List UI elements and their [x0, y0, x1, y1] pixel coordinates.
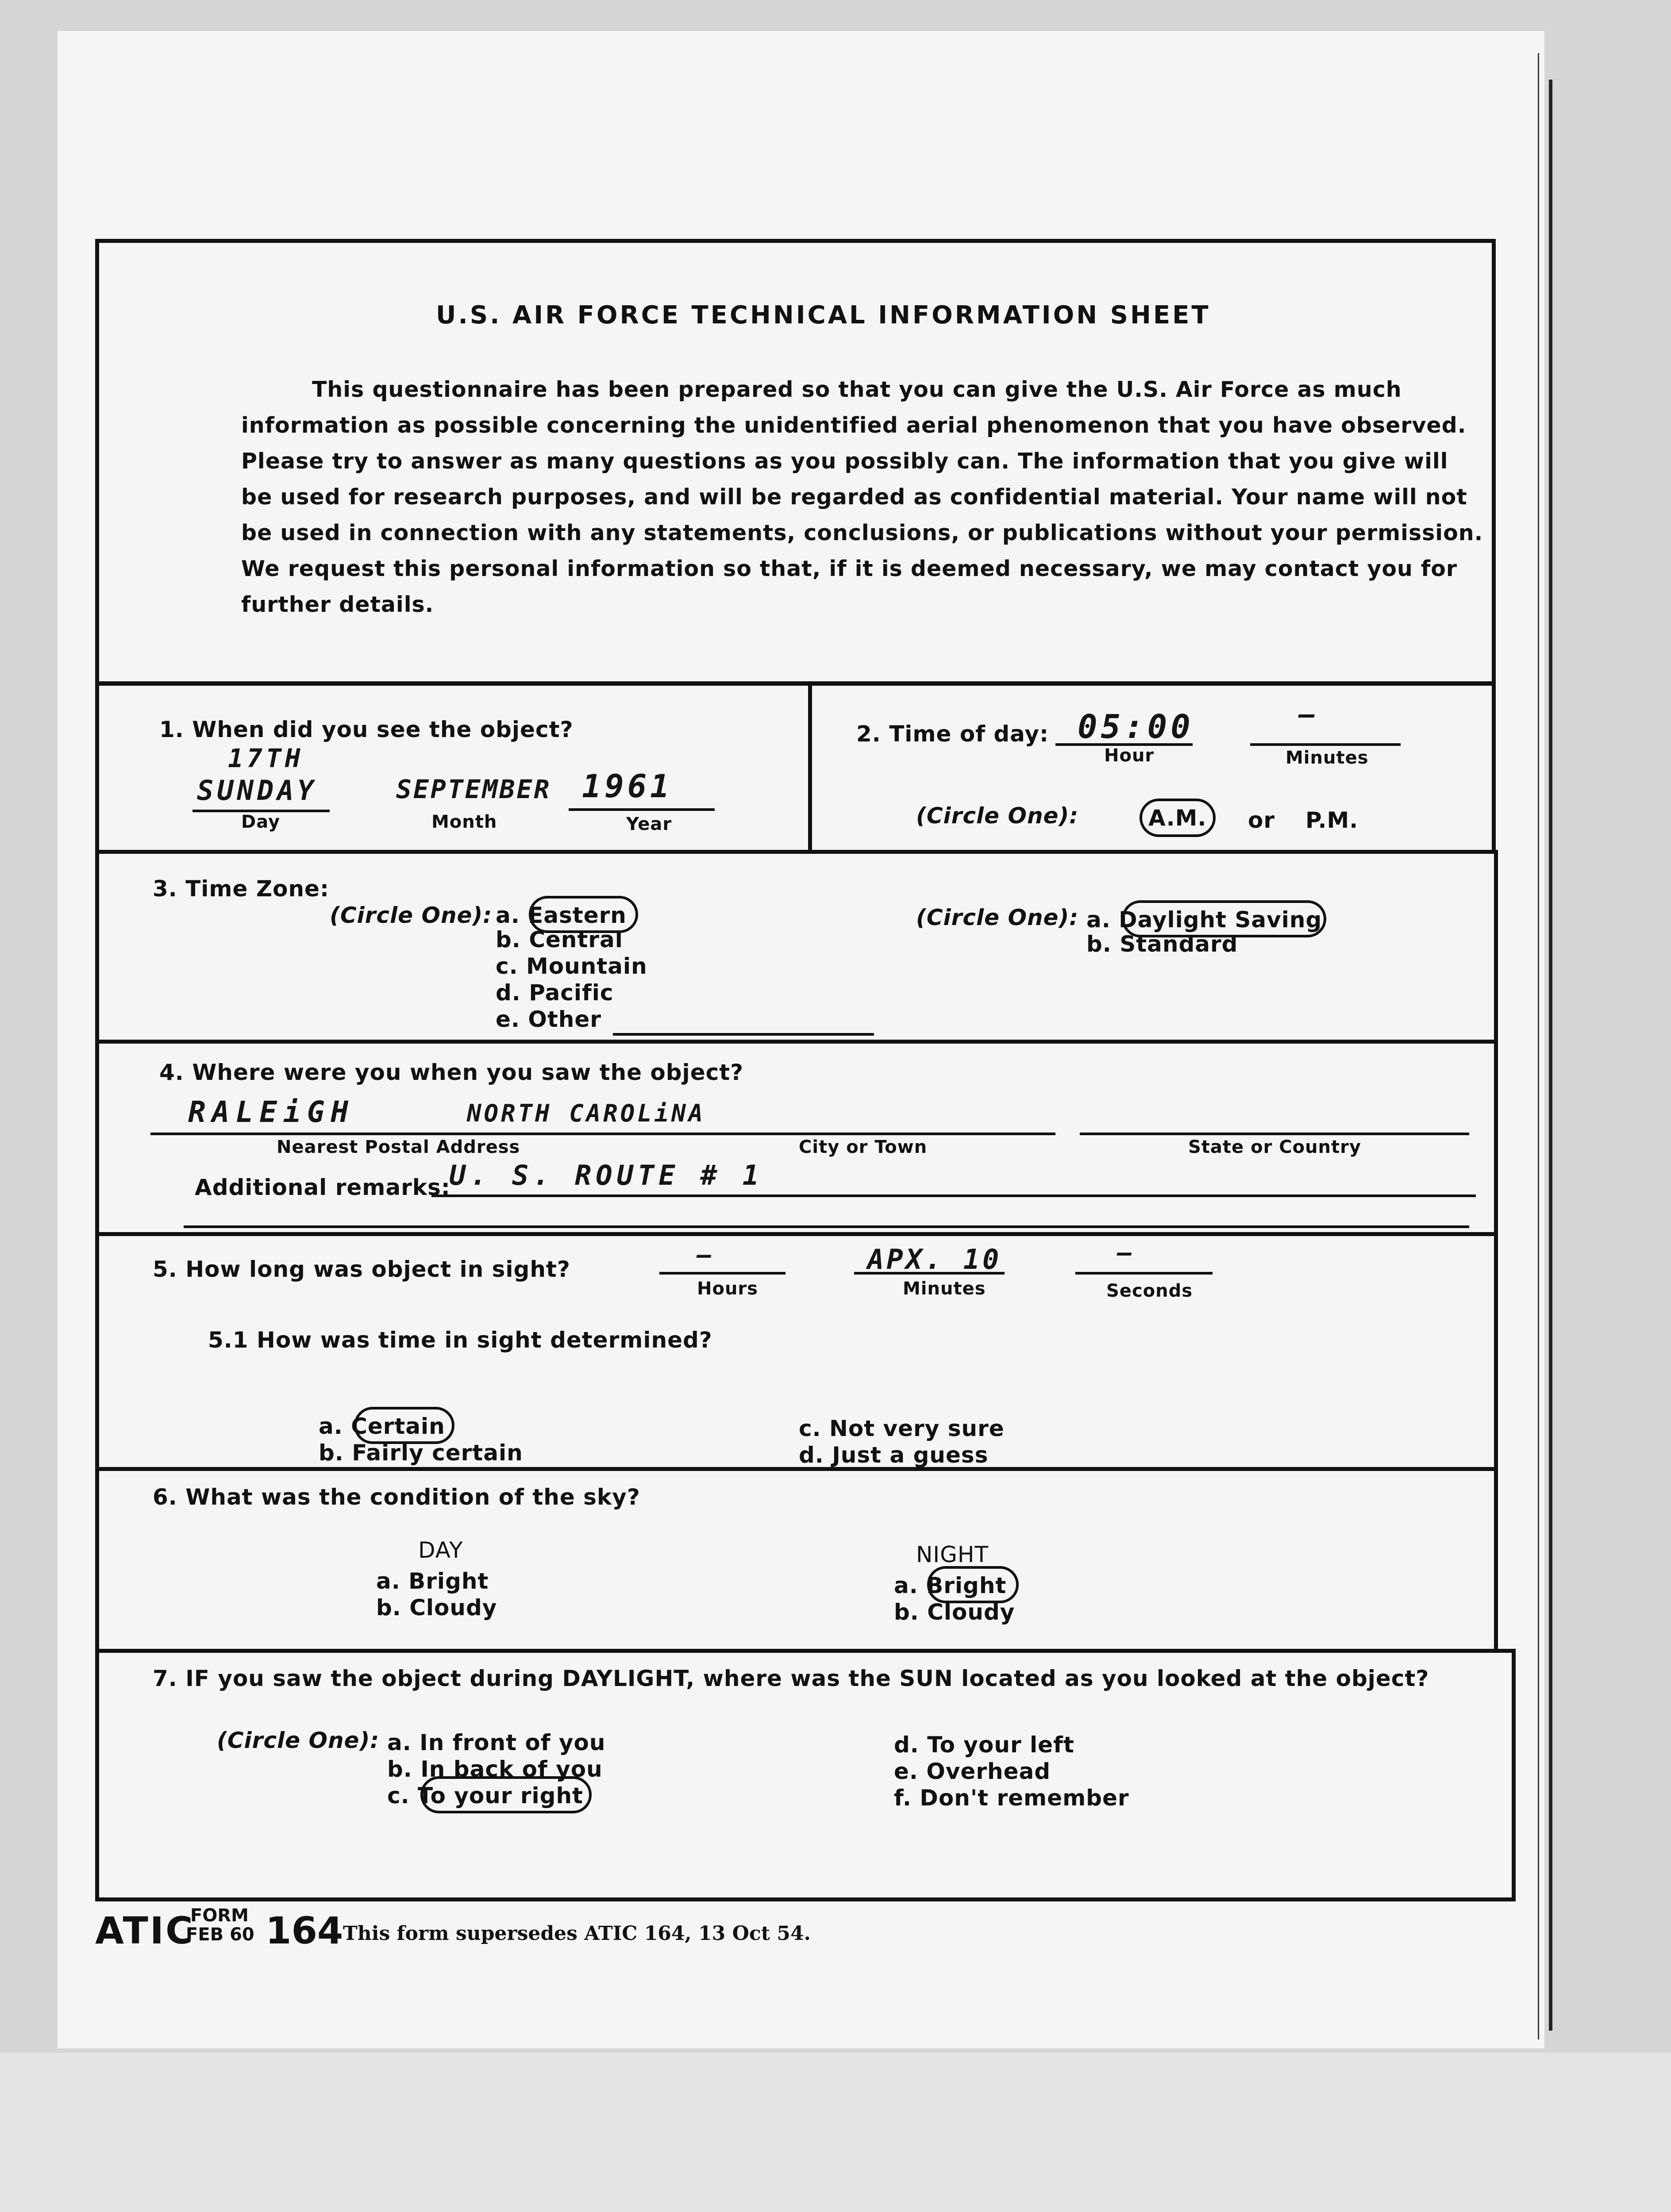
postal-address-value: RALEiGH [188, 1095, 355, 1129]
pm-option[interactable]: P.M. [1305, 807, 1359, 833]
or-text: or [1248, 807, 1275, 833]
just-a-guess-option[interactable]: d. Just a guess [799, 1442, 989, 1468]
remarks-underline [431, 1194, 1476, 1197]
postal-underline [150, 1133, 648, 1135]
form-number: 164 [266, 1909, 343, 1952]
zone-eastern[interactable]: a. Eastern [496, 902, 627, 928]
am-selected-circle [1140, 799, 1216, 837]
question-5-1-label: 5.1 How was time in sight determined? [208, 1327, 712, 1353]
zone-other[interactable]: e. Other [496, 1006, 601, 1032]
zone-pacific[interactable]: d. Pacific [496, 980, 614, 1006]
atic-label: ATIC [95, 1909, 195, 1952]
city-label: City or Town [799, 1137, 928, 1157]
remarks-label: Additional remarks: [195, 1175, 450, 1200]
year-underline [569, 808, 715, 811]
day-number-value: 17TH [228, 743, 304, 773]
state-label: State or Country [1188, 1137, 1361, 1157]
circle-one-label: (Circle One): [916, 803, 1079, 829]
day-label: Day [241, 812, 281, 832]
month-label: Month [431, 812, 497, 832]
zone-central[interactable]: b. Central [496, 927, 623, 952]
question-7-label: 7. IF you saw the object during DAYLIGHT, where was the SUN located as you looked at the object? [153, 1666, 1429, 1691]
question-2-label: 2. Time of day: [856, 721, 1049, 747]
year-label: Year [626, 814, 672, 834]
hour-value: 05:00 [1078, 708, 1194, 746]
intro-line: further details. [241, 592, 434, 617]
question-4-label: 4. Where were you when you saw the object? [159, 1060, 744, 1085]
certain-option[interactable]: a. Certain [319, 1413, 445, 1439]
question-5-label: 5. How long was object in sight? [153, 1256, 570, 1282]
city-value: NORTH CAROLiNA [467, 1099, 706, 1127]
remarks-underline-2 [184, 1225, 1469, 1228]
postal-address-label: Nearest Postal Address [277, 1137, 520, 1157]
zone-mountain[interactable]: c. Mountain [496, 953, 647, 979]
month-value: SEPTEMBER [396, 774, 551, 804]
night-bright-selected-circle [927, 1566, 1019, 1603]
paper-edge-shadow [1549, 80, 1552, 2031]
form-word: FORM [190, 1905, 249, 1926]
circle-one-saving: (Circle One): [916, 905, 1079, 930]
day-bright-option[interactable]: a. Bright [376, 1568, 489, 1594]
daylight-saving-option[interactable]: a. Daylight Saving [1086, 907, 1322, 933]
intro-paragraph [241, 372, 1483, 622]
day-heading: DAY [418, 1537, 463, 1563]
to-your-left-option[interactable]: d. To your left [894, 1732, 1074, 1758]
dont-remember-option[interactable]: f. Don't remember [894, 1785, 1129, 1811]
seconds-value: — [1117, 1239, 1136, 1267]
form-date: FEB 60 [186, 1924, 254, 1945]
question-1-label: 1. When did you see the object? [159, 717, 574, 742]
day-cloudy-option[interactable]: b. Cloudy [376, 1595, 497, 1621]
seconds-label: Seconds [1106, 1281, 1193, 1301]
question-3-label: 3. Time Zone: [153, 876, 329, 902]
in-front-option[interactable]: a. In front of you [387, 1730, 606, 1755]
circle-one-sun: (Circle One): [217, 1728, 380, 1753]
day-value: SUNDAY [197, 774, 317, 806]
other-underline [613, 1033, 874, 1036]
hour-label: Hour [1104, 745, 1155, 766]
year-value: 1961 [582, 768, 673, 805]
night-heading: NIGHT [916, 1542, 989, 1567]
minutes-in-sight-label: Minutes [903, 1279, 986, 1299]
hours-value: — [697, 1241, 715, 1269]
standard-option[interactable]: b. Standard [1086, 931, 1238, 957]
intro-line: be used for research purposes, and will be regarded as confidential material. Your name will not [241, 484, 1467, 510]
hours-underline [659, 1272, 785, 1275]
minutes-label: Minutes [1286, 748, 1369, 768]
supersedes-note: This form supersedes ATIC 164, 13 Oct 54. [343, 1922, 811, 1945]
overhead-option[interactable]: e. Overhead [894, 1759, 1051, 1784]
minutes-value: — [1299, 699, 1319, 730]
certain-selected-circle [354, 1407, 454, 1444]
intro-line: information as possible concerning the unidentified aerial phenomenon that you have observed. [241, 413, 1467, 438]
am-option[interactable]: A.M. [1148, 805, 1207, 831]
intro-line: Please try to answer as many questions as you possibly can. The information that you give will [241, 449, 1448, 474]
in-back-option[interactable]: b. In back of you [387, 1756, 603, 1782]
night-cloudy-option[interactable]: b. Cloudy [894, 1599, 1015, 1625]
minutes-underline [1250, 743, 1401, 746]
scanner-background [0, 2053, 1671, 2212]
state-underline [1080, 1133, 1469, 1135]
seconds-underline [1075, 1272, 1213, 1275]
hours-label: Hours [697, 1279, 758, 1299]
remarks-value: U. S. ROUTE # 1 [449, 1159, 763, 1191]
city-underline [648, 1133, 1055, 1135]
night-bright-option[interactable]: a. Bright [894, 1573, 1007, 1598]
fairly-certain-option[interactable]: b. Fairly certain [319, 1440, 523, 1466]
minutes-in-sight-value: APX. 10 [867, 1243, 1002, 1275]
paper-edge [1538, 53, 1539, 2039]
form-title: U.S. AIR FORCE TECHNICAL INFORMATION SHEET [436, 301, 1211, 330]
right-selected-circle [420, 1776, 592, 1813]
circle-one-zone: (Circle One): [330, 902, 493, 928]
question-6-label: 6. What was the condition of the sky? [153, 1484, 640, 1510]
minutes-in-sight-underline [854, 1272, 1005, 1275]
technical-information-form [95, 239, 1494, 1901]
intro-line: This questionnaire has been prepared so that you can give the U.S. Air Force as much [312, 377, 1402, 402]
intro-line: We request this personal information so that, if it is deemed necessary, we may contact you for [241, 556, 1458, 581]
intro-line: be used in connection with any statements, conclusions, or publications without your permission. [241, 520, 1483, 545]
to-your-right-option[interactable]: c. To your right [387, 1783, 583, 1809]
not-very-sure-option[interactable]: c. Not very sure [799, 1416, 1005, 1441]
